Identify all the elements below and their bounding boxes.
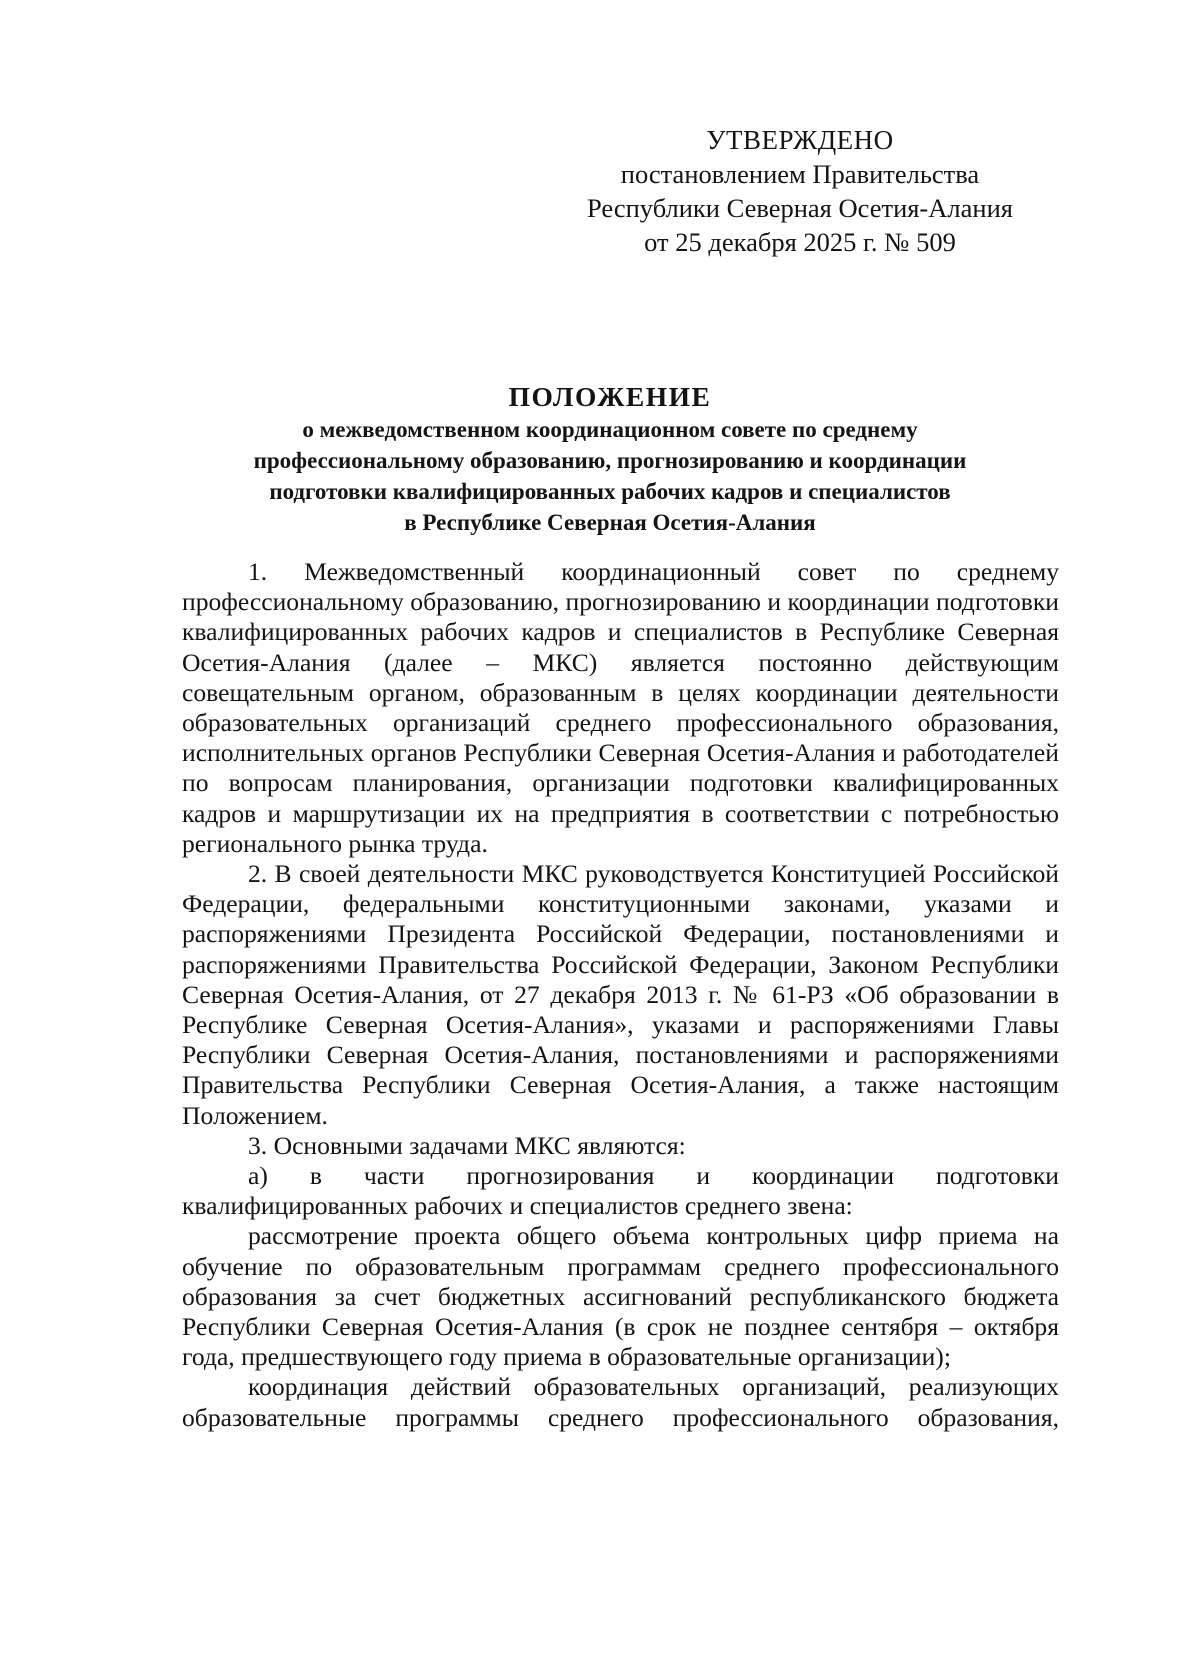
paragraph-item-2: 2. В своей деятельности МКС руководствуется Конституцией Российской Федерации, федеральными конституционными законами, указами и распоряжениями Президента Российской Федерации, постановлениями и распоряжениями Правительства Российской Федерации, Законом Республики Северная Осетия-Алания, от 27 декабря 2013 г. № 61-РЗ «Об образовании в Республике Северная Осетия-Алания», указами и распоряжениями Главы Республики Северная Осетия-Алания, постановлениями и распоряжениями Правительства Республики Северная Осетия-Алания, а также настоящим Положением. (182, 859, 1059, 1130)
paragraph-subitem: координация действий образовательных организаций, реализующих образовательные программы среднего профессионального образования, (182, 1372, 1059, 1432)
document-heading (170, 380, 1050, 538)
paragraph-item-1: 1. Межведомственный координационный совет по среднему профессиональному образованию, прогнозированию и координации подготовки квалифицированных рабочих кадров и специалистов в Республике Северная Осетия-Алания (далее – МКС) является постоянно действующим совещательным органом, образованным в целях координации деятельности образовательных организаций среднего профессионального образования, исполнительных органов Республики Северная Осетия-Алания и работодателей по вопросам планирования, организации подготовки квалифицированных кадров и маршрутизации их на предприятия в соответствии с потребностью регионального рынка труда. (182, 557, 1059, 858)
document-subtitle-line: в Республике Северная Осетия-Алания (404, 510, 816, 535)
document-title: ПОЛОЖЕНИЕ (508, 381, 712, 412)
document-subtitle-line: о межведомственном координационном совете по среднему (302, 417, 918, 442)
approval-line: Республики Северная Осетия-Алания (587, 193, 1013, 223)
paragraph-item-3a: а) в части прогнозирования и координации подготовки квалифицированных рабочих и специалистов среднего звена: (182, 1161, 1059, 1221)
approval-line: постановлением Правительства (620, 159, 980, 189)
approval-date-line: от 25 декабря 2025 г. № 509 (644, 227, 956, 257)
document-subtitle-line: подготовки квалифицированных рабочих кадров и специалистов (269, 479, 951, 504)
paragraph-subitem: рассмотрение проекта общего объема контрольных цифр приема на обучение по образовательным программам среднего профессионального образования за счет бюджетных ассигнований республиканского бюджета Республики Северная Осетия-Алания (в срок не позднее сентября – октября года, предшествующего году приема в образовательные организации); (182, 1221, 1059, 1372)
approval-stamp (560, 123, 1040, 259)
paragraph-item-3: 3. Основными задачами МКС являются: (248, 1130, 686, 1160)
document-body (182, 557, 1059, 1433)
document-subtitle-line: профессиональному образованию, прогнозированию и координации (253, 448, 967, 473)
approval-title: УТВЕРЖДЕНО (706, 125, 894, 155)
